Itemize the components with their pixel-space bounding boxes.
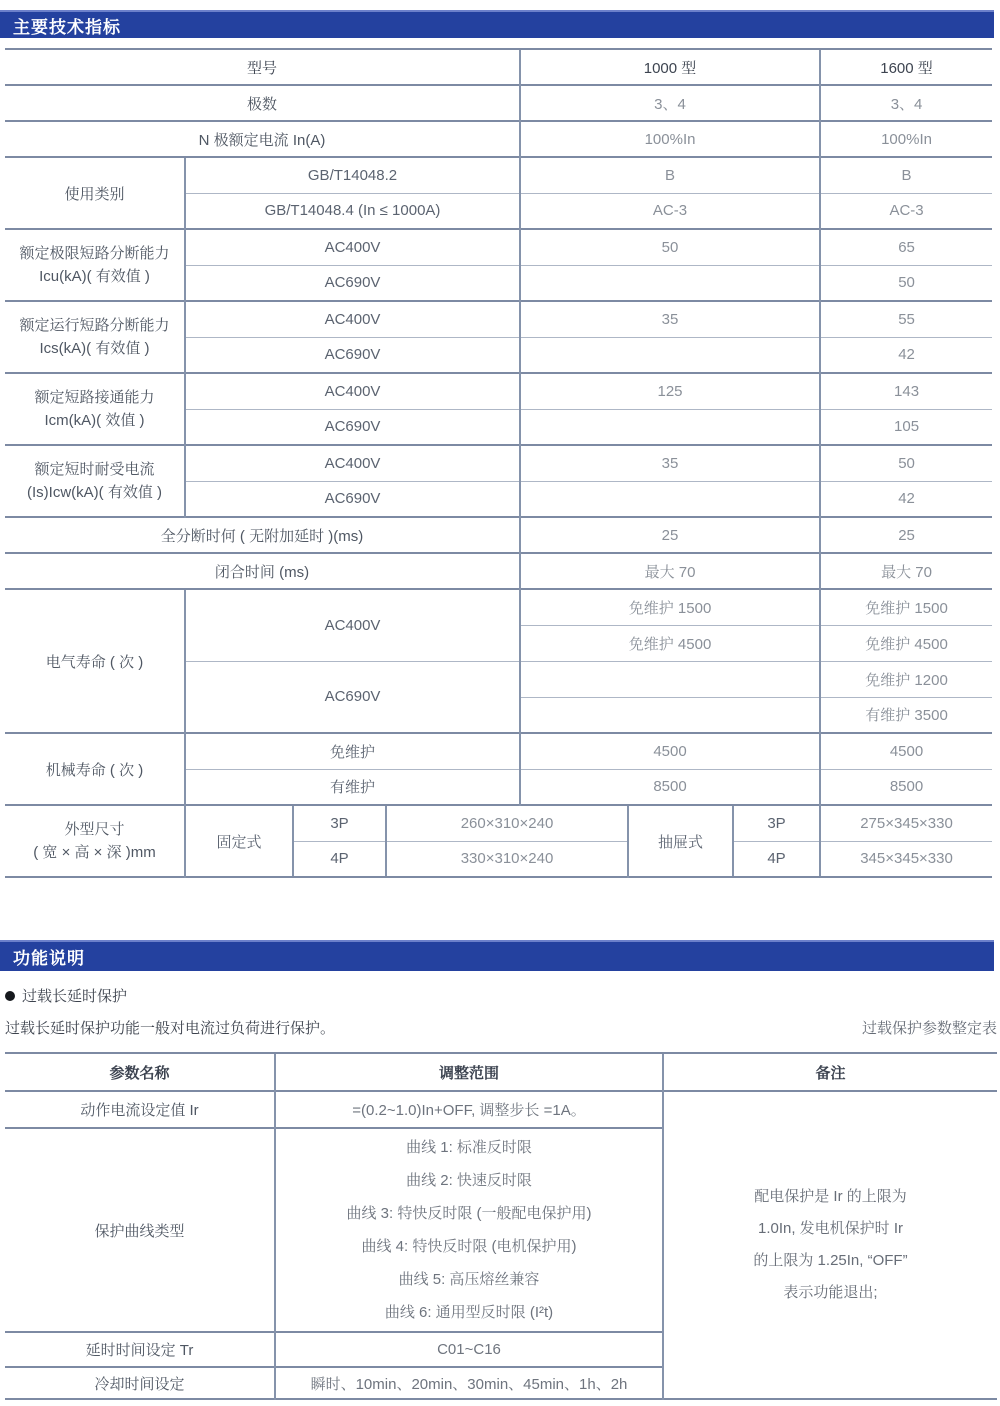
header-param: 参数名称 — [5, 1053, 275, 1091]
group-label: 额定极限短路分断能力 Icu(kA)( 有效值 ) — [5, 229, 185, 301]
table-row-neutral-current — [5, 121, 992, 157]
row-sublabel: AC690V — [185, 409, 520, 445]
section2-header-bar — [0, 940, 994, 971]
section1-content — [0, 48, 1000, 878]
table-row-closing-time — [5, 553, 992, 589]
cell-1600: 50 — [820, 265, 992, 301]
dimension-cell: 345×345×330 — [820, 841, 992, 877]
row-sublabel: 有维护 — [185, 769, 520, 805]
bullet-icon — [5, 991, 15, 1001]
dimension-cell: 260×310×240 — [386, 805, 628, 841]
cell-1600: 65 — [820, 229, 992, 265]
dimension-cell: 330×310×240 — [386, 841, 628, 877]
cell-1600: 最大 70 — [820, 553, 992, 589]
cell-1600: 免维护 1500 — [820, 589, 992, 625]
cell-1000: 免维护 4500 — [520, 625, 820, 661]
cell-1000: B — [520, 157, 820, 193]
cell-1600: AC-3 — [820, 193, 992, 229]
header-range: 调整范围 — [275, 1053, 663, 1091]
cell-1000 — [520, 697, 820, 733]
mount-fixed-label: 固定式 — [185, 805, 293, 877]
cell-1000 — [520, 265, 820, 301]
cell-1000: 100%In — [520, 121, 820, 157]
group-label: 电气寿命 ( 次 ) — [5, 589, 185, 733]
range-cell: =(0.2~1.0)In+OFF, 调整步长 =1A。 — [275, 1091, 663, 1128]
cell-1000: 35 — [520, 445, 820, 481]
row-label: N 极额定电流 In(A) — [5, 121, 520, 157]
pole-cell: 4P — [733, 841, 820, 877]
cell-1600: 1600 型 — [820, 49, 992, 85]
note-cell: 配电保护是 Ir 的上限为 1.0In, 发电机保护时 Ir 的上限为 1.25In, “OFF” 表示功能退出; — [663, 1091, 997, 1399]
description-line — [5, 1017, 997, 1038]
overload-protection-label: 过载长延时保护 — [22, 988, 128, 1005]
cell-1000: 最大 70 — [520, 553, 820, 589]
row-sublabel: AC400V — [185, 589, 520, 661]
param-cell: 保护曲线类型 — [5, 1128, 275, 1332]
spec-table — [5, 48, 992, 878]
cell-1600: 4500 — [820, 733, 992, 769]
group-label: 额定短路接通能力 Icm(kA)( 效值 ) — [5, 373, 185, 445]
cell-1000 — [520, 481, 820, 517]
param-cell: 动作电流设定值 Ir — [5, 1091, 275, 1128]
cell-1600: 105 — [820, 409, 992, 445]
row-label: 全分断时何 ( 无附加延时 )(ms) — [5, 517, 520, 553]
row-sublabel: AC400V — [185, 229, 520, 265]
cell-1600: 8500 — [820, 769, 992, 805]
section1-header-bar — [0, 10, 994, 38]
pole-cell: 4P — [293, 841, 386, 877]
row-sublabel: AC690V — [185, 481, 520, 517]
table-row-dimensions-3p — [5, 805, 992, 841]
group-label: 额定短时耐受电流 (Is)Icw(kA)( 有效值 ) — [5, 445, 185, 517]
row-label: 极数 — [5, 85, 520, 121]
param-cell: 冷却时间设定 — [5, 1367, 275, 1399]
row-sublabel: AC400V — [185, 445, 520, 481]
row-sublabel: AC690V — [185, 265, 520, 301]
cell-1600: 143 — [820, 373, 992, 409]
cell-1600: 100%In — [820, 121, 992, 157]
table-row-break-time — [5, 517, 992, 553]
cell-1000 — [520, 409, 820, 445]
cell-1000 — [520, 337, 820, 373]
table-row-icw-400 — [5, 445, 992, 481]
cell-1600: 55 — [820, 301, 992, 337]
table-row-icm-400 — [5, 373, 992, 409]
cell-1000: 免维护 1500 — [520, 589, 820, 625]
param-cell: 延时时间设定 Tr — [5, 1332, 275, 1367]
row-sublabel: AC690V — [185, 661, 520, 733]
cell-1600: 50 — [820, 445, 992, 481]
range-cell: C01~C16 — [275, 1332, 663, 1367]
header-note: 备注 — [663, 1053, 997, 1091]
table-header-row — [5, 1053, 997, 1091]
row-sublabel: GB/T14048.4 (In ≤ 1000A) — [185, 193, 520, 229]
row-label: 闭合时间 (ms) — [5, 553, 520, 589]
row-label: 型号 — [5, 49, 520, 85]
cell-1600: B — [820, 157, 992, 193]
section1-title: 主要技术指标 — [13, 17, 121, 37]
cell-1000: 50 — [520, 229, 820, 265]
table-row-mech-life-1 — [5, 733, 992, 769]
cell-1000: 4500 — [520, 733, 820, 769]
overload-description: 过载长延时保护功能一般对电流过负荷进行保护。 — [5, 1020, 336, 1037]
table-row-elec-life-1 — [5, 589, 992, 625]
table-caption: 过载保护参数整定表 — [861, 1020, 997, 1037]
cell-1600: 免维护 4500 — [820, 625, 992, 661]
cell-1600: 25 — [820, 517, 992, 553]
table-row-poles — [5, 85, 992, 121]
range-cell: 瞬时、10min、20min、30min、45min、1h、2h — [275, 1367, 663, 1399]
cell-1000: AC-3 — [520, 193, 820, 229]
pole-cell: 3P — [733, 805, 820, 841]
cell-1600: 42 — [820, 337, 992, 373]
cell-1000: 8500 — [520, 769, 820, 805]
group-label: 机械寿命 ( 次 ) — [5, 733, 185, 805]
cell-1000: 35 — [520, 301, 820, 337]
cell-1600: 有维护 3500 — [820, 697, 992, 733]
cell-1600: 免维护 1200 — [820, 661, 992, 697]
table-row-ir — [5, 1091, 997, 1128]
cell-1600: 42 — [820, 481, 992, 517]
group-label: 额定运行短路分断能力 Ics(kA)( 有效值 ) — [5, 301, 185, 373]
overload-settings-table — [5, 1052, 997, 1400]
mount-drawer-label: 抽屉式 — [628, 805, 733, 877]
section2-content — [0, 985, 1000, 1400]
table-row-icu-400 — [5, 229, 992, 265]
table-row-model — [5, 49, 992, 85]
row-sublabel: AC690V — [185, 337, 520, 373]
row-sublabel: GB/T14048.2 — [185, 157, 520, 193]
row-sublabel: AC400V — [185, 301, 520, 337]
cell-1600: 3、4 — [820, 85, 992, 121]
table-row-category-1 — [5, 157, 992, 193]
row-sublabel: 免维护 — [185, 733, 520, 769]
range-cell: 曲线 1: 标准反时限 曲线 2: 快速反时限 曲线 3: 特快反时限 (一般配电保护用) 曲线 4: 特快反时限 (电机保护用) 曲线 5: 高压熔丝兼容 曲线 6: 通用型反时限 (I²t) — [275, 1128, 663, 1332]
row-sublabel: AC400V — [185, 373, 520, 409]
group-label: 外型尺寸 ( 宽 × 高 × 深 )mm — [5, 805, 185, 877]
cell-1000: 1000 型 — [520, 49, 820, 85]
group-label: 使用类别 — [5, 157, 185, 229]
section2-title: 功能说明 — [13, 949, 85, 968]
pole-cell: 3P — [293, 805, 386, 841]
cell-1000 — [520, 661, 820, 697]
cell-1000: 125 — [520, 373, 820, 409]
cell-1000: 3、4 — [520, 85, 820, 121]
dimension-cell: 275×345×330 — [820, 805, 992, 841]
overload-protection-heading — [5, 985, 997, 1006]
cell-1000: 25 — [520, 517, 820, 553]
table-row-ics-400 — [5, 301, 992, 337]
